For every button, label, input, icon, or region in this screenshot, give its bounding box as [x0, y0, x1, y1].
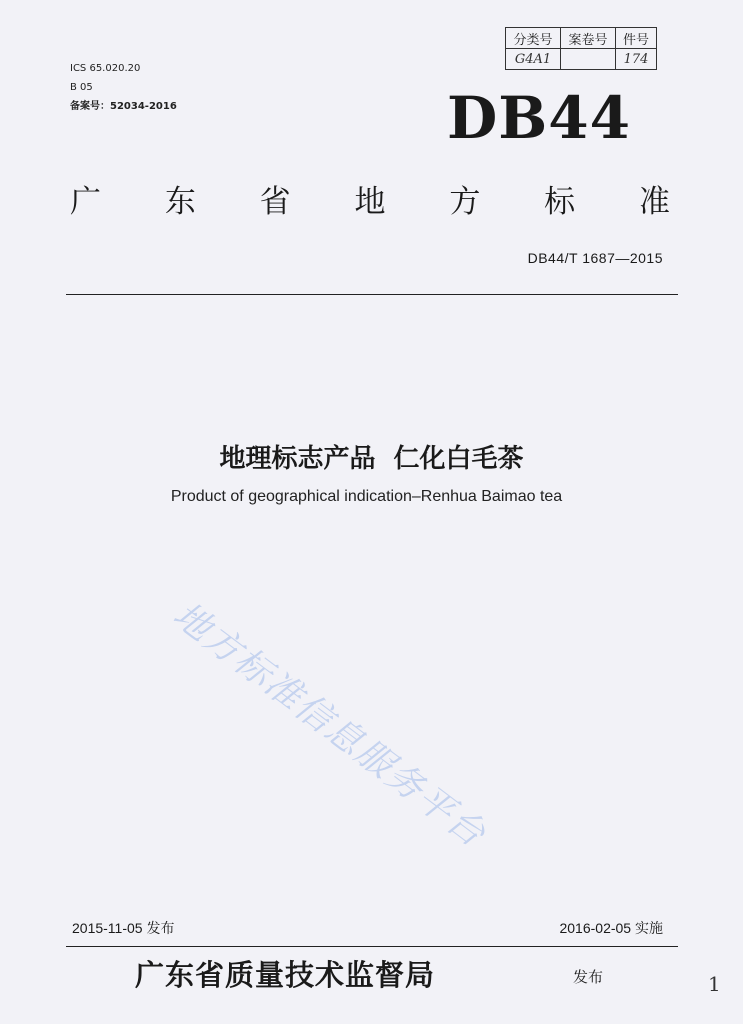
ics-code: ICS 65.020.20 [70, 63, 141, 74]
class-header-category: 分类号 [506, 28, 561, 49]
document-title-english: Product of geographical indication–Renhua Baimao tea [170, 488, 563, 505]
top-divider [66, 294, 678, 295]
issuing-authority: 广东省质量技术监督局 [135, 958, 436, 992]
page-number: 1 [708, 972, 721, 996]
class-header-item: 件号 [616, 28, 657, 49]
watermark: 地方标准信息服务平台 [165, 594, 494, 856]
ccs-code: B 05 [70, 82, 93, 93]
class-value-file [561, 49, 616, 70]
standard-type-title [70, 176, 670, 221]
bottom-divider [66, 946, 678, 947]
publish-date: 2015-11-05 发布 [72, 920, 175, 936]
classification-box [505, 27, 657, 70]
standard-type-char: 标 [544, 184, 576, 220]
standard-type-char: 东 [164, 184, 196, 220]
standard-type-char: 广 [70, 184, 101, 220]
class-value-category: G4A1 [506, 49, 561, 70]
implementation-date: 2016-02-05 实施 [559, 920, 663, 936]
class-value-item: 174 [616, 49, 657, 70]
standard-type-char: 方 [449, 184, 481, 220]
document-title-chinese: 地理标志产品 仁化白毛茶 [219, 444, 524, 474]
standard-type-char: 省 [259, 184, 291, 220]
db44-logo: DB44 [446, 84, 631, 152]
issue-label: 发布 [573, 968, 604, 986]
record-number: 备案号：52034-2016 [70, 101, 177, 112]
standard-code: DB44/T 1687—2015 [527, 250, 663, 266]
standard-type-char: 准 [638, 184, 670, 220]
standard-type-char: 地 [354, 184, 386, 220]
class-header-file: 案卷号 [561, 28, 616, 49]
